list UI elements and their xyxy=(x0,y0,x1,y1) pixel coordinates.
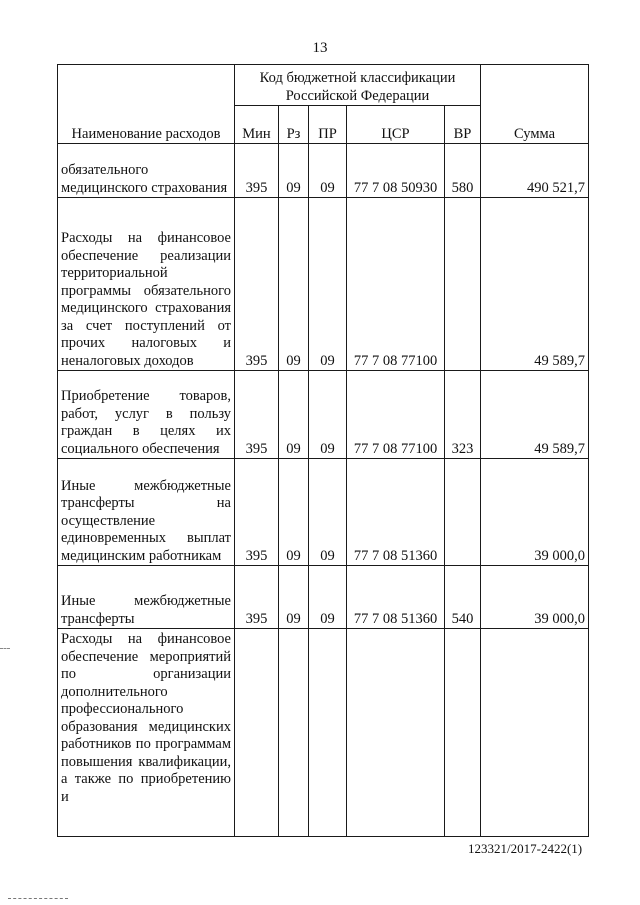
row-rz: 09 xyxy=(279,198,309,371)
scan-bottom-mark xyxy=(8,898,68,899)
row-pr: 09 xyxy=(309,198,347,371)
table-row xyxy=(58,629,589,837)
header-min: Мин xyxy=(235,106,279,144)
row-rz: 09 xyxy=(279,566,309,629)
row-csr: 77 7 08 77100 xyxy=(347,371,445,459)
header-vr: ВР xyxy=(445,106,481,144)
row-pr xyxy=(309,629,347,837)
header-code-group: Код бюджетной классификации Российской Федерации xyxy=(235,65,481,106)
row-csr: 77 7 08 51360 xyxy=(347,459,445,566)
row-vr xyxy=(445,459,481,566)
document-id: 123321/2017-2422(1) xyxy=(468,841,583,856)
row-min: 395 xyxy=(235,198,279,371)
header-sum: Сумма xyxy=(481,65,589,144)
row-pr: 09 xyxy=(309,566,347,629)
row-vr: 580 xyxy=(445,144,481,198)
row-sum: 49 589,7 xyxy=(481,371,589,459)
row-csr xyxy=(347,629,445,837)
row-min xyxy=(235,629,279,837)
row-min: 395 xyxy=(235,144,279,198)
scan-edge-mark xyxy=(0,648,10,651)
table-row xyxy=(58,371,589,459)
row-sum xyxy=(481,629,589,837)
row-csr: 77 7 08 50930 xyxy=(347,144,445,198)
row-sum: 490 521,7 xyxy=(481,144,589,198)
row-vr xyxy=(445,198,481,371)
row-name: Расходы на финансовое обеспечение мероприятий по организации дополнительного профессионального образования медицинских работников по программам повышения квалификации, а также по приобретению и xyxy=(58,629,235,837)
table-row xyxy=(58,566,589,629)
row-sum: 39 000,0 xyxy=(481,459,589,566)
row-csr: 77 7 08 51360 xyxy=(347,566,445,629)
row-csr: 77 7 08 77100 xyxy=(347,198,445,371)
row-rz: 09 xyxy=(279,371,309,459)
row-name: Иные межбюджетные трансферты xyxy=(58,566,235,629)
row-pr: 09 xyxy=(309,371,347,459)
page-number: 13 xyxy=(312,40,328,56)
row-rz: 09 xyxy=(279,144,309,198)
row-rz xyxy=(279,629,309,837)
header-csr: ЦСР xyxy=(347,106,445,144)
row-vr: 540 xyxy=(445,566,481,629)
budget-table xyxy=(57,64,589,837)
row-name: Расходы на финансовое обеспечение реализации территориальной программы обязательного медицинского страхования за счет поступлений от прочих налоговых и неналоговых доходов xyxy=(58,198,235,371)
row-vr: 323 xyxy=(445,371,481,459)
row-min: 395 xyxy=(235,459,279,566)
header-pr: ПР xyxy=(309,106,347,144)
header-row-top xyxy=(58,65,589,106)
row-vr xyxy=(445,629,481,837)
table-row xyxy=(58,198,589,371)
row-sum: 39 000,0 xyxy=(481,566,589,629)
table-row xyxy=(58,459,589,566)
row-name: Иные межбюджетные трансферты на осуществление единовременных выплат медицинским работникам xyxy=(58,459,235,566)
row-pr: 09 xyxy=(309,459,347,566)
header-name: Наименование расходов xyxy=(58,65,235,144)
row-name: Приобретение товаров, работ, услуг в пользу граждан в целях их социального обеспечения xyxy=(58,371,235,459)
row-min: 395 xyxy=(235,566,279,629)
row-rz: 09 xyxy=(279,459,309,566)
row-min: 395 xyxy=(235,371,279,459)
row-pr: 09 xyxy=(309,144,347,198)
row-sum: 49 589,7 xyxy=(481,198,589,371)
row-name: обязательного медицинского страхования xyxy=(58,144,235,198)
header-rz: Рз xyxy=(279,106,309,144)
table-row xyxy=(58,144,589,198)
